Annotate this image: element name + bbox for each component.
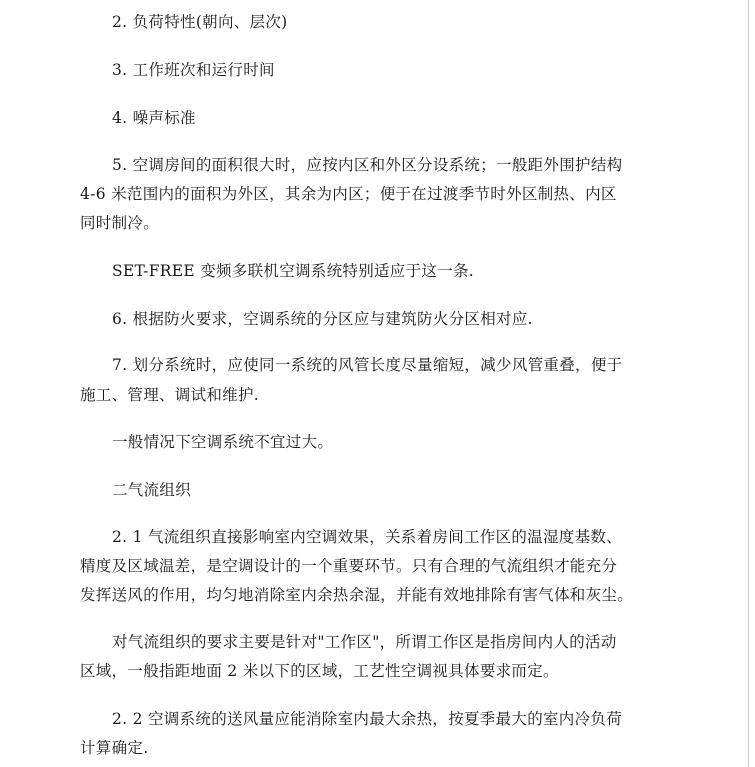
paragraph-line: 7. 划分系统时，应使同一系统的风管长度尽量缩短，减少风管重叠，便于 <box>112 356 623 374</box>
paragraph-line: 6. 根据防火要求，空调系统的分区应与建筑防火分区相对应. <box>112 310 533 328</box>
paragraph-line: 2. 2 空调系统的送风量应能消除室内最大余热，按夏季最大的室内冷负荷 <box>112 710 623 728</box>
paragraph-line: 2. 负荷特性(朝向、层次) <box>112 13 288 31</box>
paragraph-line: 一般情况下空调系统不宜过大。 <box>112 433 334 451</box>
section-heading: 二气流组织 <box>112 481 192 499</box>
paragraph-line: 4. 噪声标准 <box>112 109 196 127</box>
paragraph-line: 2. 1 气流组织直接影响室内空调效果，关系着房间工作区的温湿度基数、 <box>112 528 623 546</box>
paragraph-line: 发挥送风的作用，均匀地消除室内余热余湿，并能有效地排除有害气体和灰尘。 <box>80 586 634 604</box>
paragraph-line: 精度及区域温差，是空调设计的一个重要环节。只有合理的气流组织才能充分 <box>80 557 618 575</box>
paragraph-line: 4-6 米范围内的面积为外区，其余为内区；便于在过渡季节时外区制热、内区 <box>80 185 617 203</box>
paragraph-line: 区域，一般指距地面 2 米以下的区域，工艺性空调视具体要求而定。 <box>80 662 559 680</box>
paragraph-line: 5. 空调房间的面积很大时，应按内区和外区分设系统；一般距外围护结构 <box>112 156 623 174</box>
page-edge-divider <box>748 0 749 767</box>
paragraph-line: 施工、管理、调试和维护. <box>80 386 260 404</box>
paragraph-line: 对气流组织的要求主要是针对"工作区"，所谓工作区是指房间内人的活动 <box>112 633 617 651</box>
paragraph-line: 同时制冷。 <box>80 214 160 232</box>
paragraph-line: SET-FREE 变频多联机空调系统特别适应于这一条. <box>112 262 475 280</box>
paragraph-line: 3. 工作班次和运行时间 <box>112 61 275 79</box>
paragraph-line: 计算确定. <box>80 739 149 757</box>
